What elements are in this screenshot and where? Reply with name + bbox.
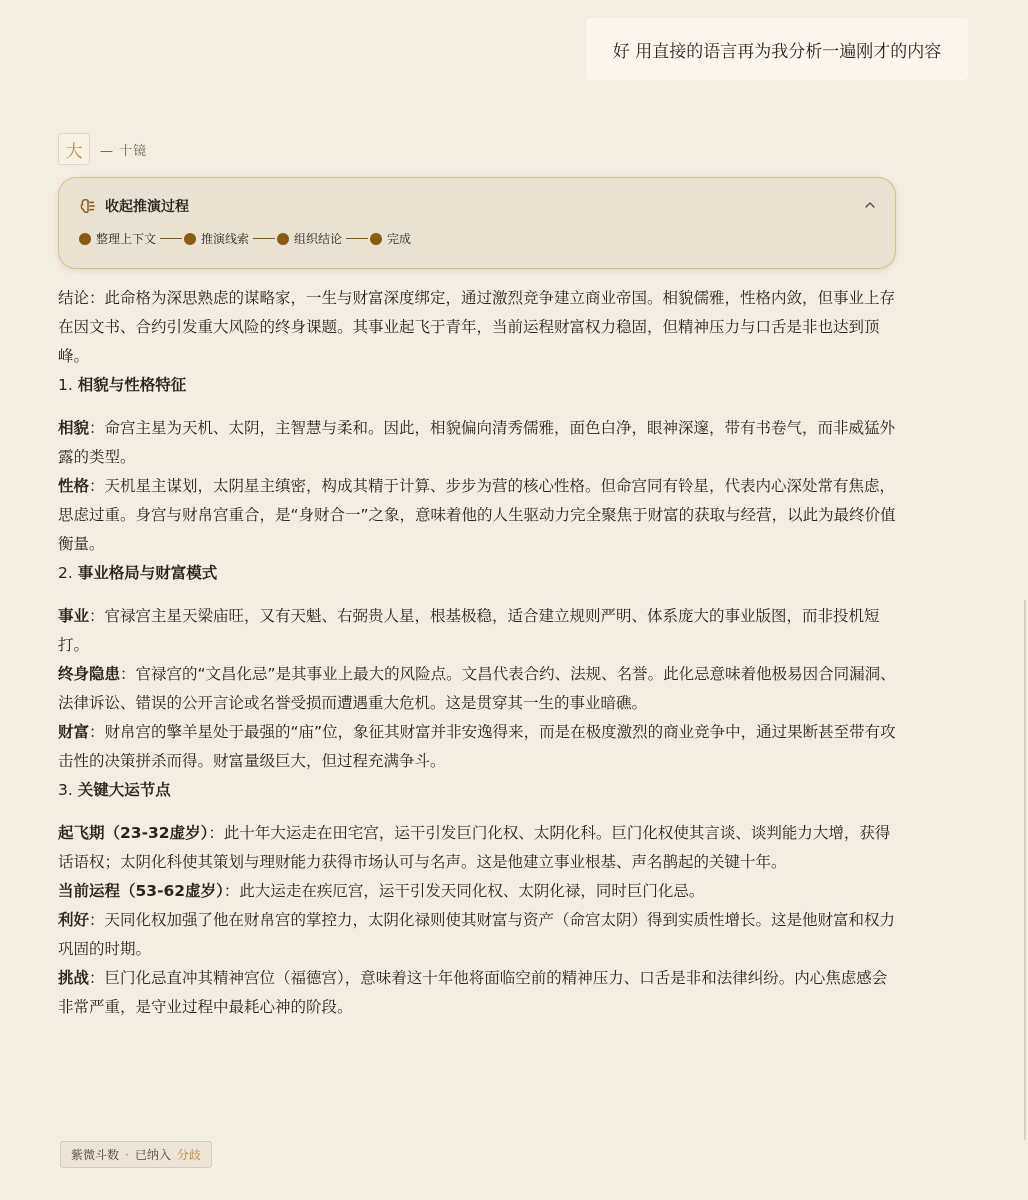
step-label: 完成 [387,232,412,246]
reasoning-step [277,230,342,247]
item-text: ：命宫主星为天机、太阴，主智慧与柔和。因此，相貌偏向清秀儒雅，面色白净，眼神深邃，带有书卷气，而非威猛外露的类型。 [58,419,896,466]
section-item [58,472,898,559]
section-item [58,964,898,1022]
reasoning-step [370,230,411,247]
reasoning-step [79,230,156,247]
item-text: ：天同化权加强了他在财帛宫的掌控力，太阴化禄则使其财富与资产（命宫太阴）得到实质性增长。这是他财富和权力巩固的时期。 [58,911,896,958]
item-text: ：此大运走在疾厄宫，运干引发天同化权、太阴化禄，同时巨门化忌。 [223,882,705,900]
source-separator: · [125,1147,129,1162]
brand-logo [58,133,90,165]
section-item [58,877,898,906]
section-heading [58,559,898,588]
source-status: 已纳入 [134,1148,171,1162]
step-connector [253,238,275,239]
item-label: 事业 [58,607,90,625]
user-message-text: 好 用直接的语言再为我分析一遍刚才的内容 [612,41,942,62]
assistant-response [58,284,898,1022]
item-label: 利好 [58,911,90,929]
section-number: 3. [58,781,73,799]
section-heading [58,776,898,805]
reasoning-panel-header[interactable] [79,195,875,217]
section-item [58,718,898,776]
assistant-brand [58,133,147,165]
scrollbar[interactable] [1024,600,1026,1140]
step-label: 推演线索 [201,232,250,246]
item-label: 终身隐患 [58,665,121,683]
item-text: ：官禄宫主星天梁庙旺，又有天魁、右弼贵人星，根基极稳，适合建立规则严明、体系庞大的事业版图，而非投机短打。 [58,607,880,654]
section-item [58,819,898,877]
step-connector [346,238,368,239]
step-dot [184,233,196,245]
section-item [58,906,898,964]
source-tag[interactable] [60,1141,212,1168]
brand-name: — 十镜 [100,143,148,159]
item-label: 挑战 [58,969,90,987]
item-label: 性格 [58,477,90,495]
reasoning-panel[interactable] [58,177,896,269]
section-item [58,414,898,472]
brain-icon [79,197,97,215]
collapse-reasoning-label[interactable]: 收起推演过程 [105,199,189,215]
step-connector [160,238,182,239]
item-label: 当前运程（53-62虚岁） [58,882,224,900]
chevron-up-icon[interactable] [863,198,877,212]
item-text: ：巨门化忌直冲其精神宫位（福德宫），意味着这十年他将面临空前的精神压力、口舌是非和法律纠纷。内心焦虑感会非常严重，是守业过程中最耗心神的阶段。 [58,969,888,1016]
section-item [58,602,898,660]
item-label: 起飞期（23-32虚岁） [58,824,209,842]
section-title: 相貌与性格特征 [77,376,187,394]
item-label: 相貌 [58,419,90,437]
item-text: ：财帛宫的擎羊星处于最强的“庙”位，象征其财富并非安逸得来，而是在极度激烈的商业竞争中，通过果断甚至带有攻击性的决策拼杀而得。财富量级巨大，但过程充满争斗。 [58,723,896,770]
step-dot [79,233,91,245]
section-title: 关键大运节点 [77,781,171,799]
step-dot [277,233,289,245]
section-title: 事业格局与财富模式 [77,564,218,582]
item-label: 财富 [58,723,90,741]
section-heading [58,371,898,400]
reasoning-steps [79,230,875,247]
source-name: 紫微斗数 [71,1148,120,1162]
source-divergence-link[interactable]: 分歧 [176,1148,201,1162]
item-text: ：此十年大运走在田宅宫，运干引发巨门化权、太阴化科。巨门化权使其言谈、谈判能力大增，获得话语权；太阴化科使其策划与理财能力获得市场认可与名声。这是他建立事业根基、声名鹊起的关键十年。 [58,824,891,871]
conclusion-paragraph: 结论：此命格为深思熟虑的谋略家，一生与财富深度绑定，通过激烈竞争建立商业帝国。相貌儒雅，性格内敛，但事业上存在因文书、合约引发重大风险的终身课题。其事业起飞于青年，当前运程财富权力稳固，但精神压力与口舌是非也达到顶峰。 [58,289,896,365]
section-number: 2. [58,564,73,582]
section-number: 1. [58,376,73,394]
brand-logo-char: 大 [65,141,83,162]
section-item [58,660,898,718]
user-message-bubble [586,18,968,80]
item-text: ：天机星主谋划，太阴星主缜密，构成其精于计算、步步为营的核心性格。但命宫同有铃星，代表内心深处常有焦虑，思虑过重。身宫与财帛宫重合，是“身财合一”之象，意味着他的人生驱动力完全聚焦于财富的获取与经营，以此为最终价值衡量。 [58,477,896,553]
item-text: ：官禄宫的“文昌化忌”是其事业上最大的风险点。文昌代表合约、法规、名誉。此化忌意味着他极易因合同漏洞、法律诉讼、错误的公开言论或名誉受损而遭遇重大危机。这是贯穿其一生的事业暗礁。 [58,665,896,712]
step-dot [370,233,382,245]
step-label: 组织结论 [294,232,343,246]
reasoning-step [184,230,249,247]
step-label: 整理上下文 [96,232,157,246]
